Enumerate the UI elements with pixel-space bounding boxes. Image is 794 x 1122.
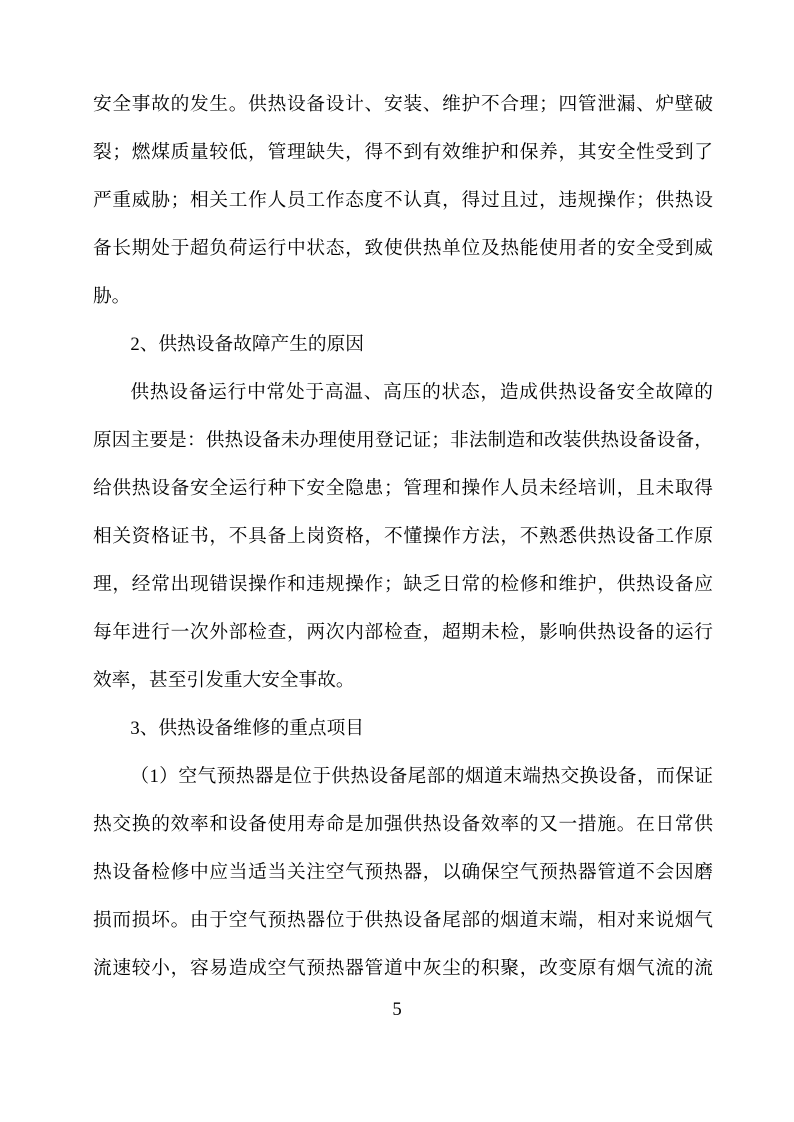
text-line: 热交换的效率和设备使用寿命是加强供热设备效率的又一措施。在日常供 — [93, 814, 713, 835]
paragraph — [93, 753, 713, 993]
text-line: 安全事故的发生。供热设备设计、安装、维护不合理；四管泄漏、炉壁破 — [93, 94, 713, 115]
section-heading — [93, 705, 713, 753]
section-heading — [93, 321, 713, 369]
page-body — [93, 81, 713, 993]
heading-line: 3、供热设备维修的重点项目 — [130, 718, 364, 739]
text-line: 损而损坏。由于空气预热器位于供热设备尾部的烟道末端，相对来说烟气 — [93, 910, 713, 931]
text-line: 供热设备运行中常处于高温、高压的状态，造成供热设备安全故障的 — [130, 382, 713, 403]
text-line: 备长期处于超负荷运行中状态，致使供热单位及热能使用者的安全受到威 — [93, 238, 713, 259]
text-line: 胁。 — [93, 286, 131, 307]
text-line: 原因主要是：供热设备未办理使用登记证；非法制造和改装供热设备设备， — [93, 430, 713, 451]
heading-line: 2、供热设备故障产生的原因 — [130, 334, 364, 355]
paragraph — [93, 81, 713, 321]
text-line: 流速较小，容易造成空气预热器管道中灰尘的积聚，改变原有烟气流的流 — [93, 958, 713, 979]
text-line: 理，经常出现错误操作和违规操作；缺乏日常的检修和维护，供热设备应 — [93, 574, 713, 595]
text-line: 严重威胁；相关工作人员工作态度不认真，得过且过，违规操作；供热设 — [93, 190, 713, 211]
page-number: 5 — [392, 999, 402, 1020]
text-line: 裂；燃煤质量较低，管理缺失，得不到有效维护和保养，其安全性受到了 — [93, 142, 713, 163]
text-line: 效率，甚至引发重大安全事故。 — [93, 670, 355, 691]
text-line: 给供热设备安全运行种下安全隐患；管理和操作人员未经培训，且未取得 — [93, 478, 713, 499]
text-line: 每年进行一次外部检查，两次内部检查，超期未检，影响供热设备的运行 — [93, 622, 713, 643]
text-line: 热设备检修中应当适当关注空气预热器，以确保空气预热器管道不会因磨 — [93, 862, 713, 883]
text-line: 相关资格证书，不具备上岗资格，不懂操作方法，不熟悉供热设备工作原 — [93, 526, 713, 547]
text-line: （1）空气预热器是位于供热设备尾部的烟道末端热交换设备，而保证 — [130, 766, 713, 787]
paragraph — [93, 369, 713, 705]
